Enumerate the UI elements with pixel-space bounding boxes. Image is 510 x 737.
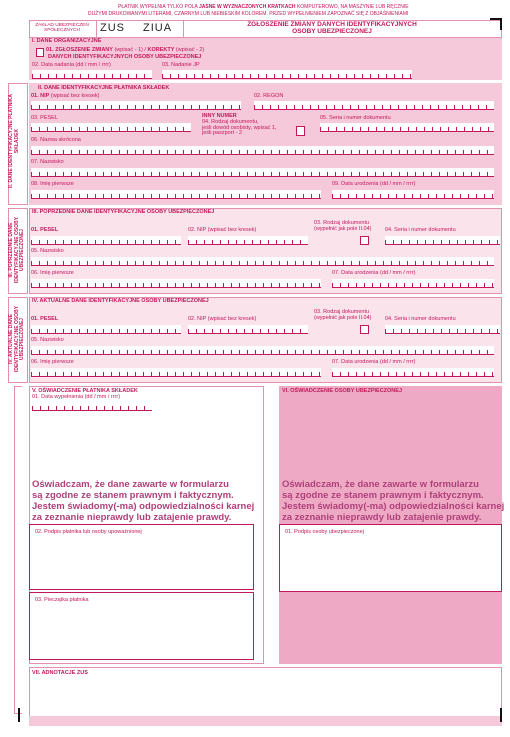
section-7-title: VII. ADNOTACJE ZUS <box>32 670 88 676</box>
institution-name <box>31 23 93 33</box>
option-checkbox[interactable] <box>36 48 44 57</box>
section-3-title: III. POPRZEDNIE DANE IDENTYFIKACYJNE OSOBY UBEZPIECZONEJ <box>32 209 215 215</box>
section-6-title: VI. OŚWIADCZENIE OSOBY UBEZPIECZONEJ <box>282 388 402 394</box>
curr-pesel-field[interactable] <box>31 325 181 334</box>
form-code-divider-2 <box>183 20 184 38</box>
section-4-birthdate-label: 07. Data urodzenia (dd / mm / rrrr) <box>332 359 416 365</box>
section-2-nip-label <box>31 94 99 100</box>
option-a-hint: (wpisać - 1) / <box>114 47 146 53</box>
section-2-nip-hint: (wpisać bez kresek) <box>50 93 100 99</box>
prev-nip-field[interactable] <box>188 236 308 245</box>
section-6-decl-3: Jestem świadomy(-ma) odpowiedzialności karnej <box>282 500 505 512</box>
curr-surname-field[interactable] <box>31 346 494 355</box>
section-1-field-02-label: 02. Data nadania (dd / mm / rrrr) <box>32 62 111 68</box>
form-code-divider <box>96 20 97 38</box>
section-6-declaration <box>282 480 504 524</box>
section-5-decl-1: Oświadczam, że dane zawarte w formularzu <box>32 479 229 490</box>
section-5-decl-2: są zgodne ze stanem prawnym i faktycznym. <box>32 489 234 501</box>
other-id-hint-1: jeśli dowód osobisty, wpisać 1, <box>202 124 277 131</box>
payer-doc-number-field[interactable] <box>320 123 494 132</box>
section-1-field-03-label: 03. Nadanie JP <box>162 62 200 68</box>
section-3-doctype-text: 03. Rodzaj dokumentu <box>314 220 370 226</box>
section-3-doctype-label <box>314 221 371 233</box>
section-3-pesel-label: 01. PESEL <box>31 227 59 233</box>
option-a-label-2: KOREKTY <box>147 47 175 53</box>
form-title-line-1: ZGŁOSZENIE ZMIANY DANYCH IDENTYFIKACYJNYCH <box>247 21 417 28</box>
section-2-firstname-label: 08. Imię pierwsze <box>31 181 74 187</box>
other-id-title: INNY NUMER <box>202 113 237 119</box>
prev-firstname-field[interactable] <box>31 279 321 288</box>
option-a-num: 01. <box>46 47 54 53</box>
other-id-04: 04. Rodzaj dokumentu, <box>202 118 259 125</box>
section-2-pesel-label: 03. PESEL <box>31 115 58 121</box>
section-2-regon-label: 02. REGON <box>254 93 284 99</box>
nadanie-date-field[interactable] <box>32 70 152 79</box>
section-5-decl-4: za zeznanie nieprawdy lub zatajenie prawdy. <box>32 511 232 523</box>
section-4-surname-label: 05. Nazwisko <box>31 337 64 343</box>
section-4-firstname-label: 06. Imię pierwsze <box>31 359 74 365</box>
section-5-declaration <box>32 480 254 524</box>
curr-docnum-field[interactable] <box>385 325 500 334</box>
prev-pesel-field[interactable] <box>31 236 181 245</box>
option-a-label: ZGŁOSZENIE ZMIANY <box>55 47 113 53</box>
bottom-pink-bar <box>29 716 502 726</box>
corner-mark-bottom-left-v <box>18 708 20 722</box>
section-3-surname-label: 05. Nazwisko <box>31 248 64 254</box>
section-4-doctype-text: 03. Rodzaj dokumentu <box>314 309 370 315</box>
section-2-title: II. DANE IDENTYFIKACYJNE PŁATNIKA SKŁADEK <box>38 85 170 91</box>
doc-type-box[interactable] <box>296 126 305 136</box>
section-3-docnum-label: 04. Seria i numer dokumentu <box>385 227 456 233</box>
section-2-birthdate-label: 09. Data urodzenia (dd / mm / rrrr) <box>332 181 416 187</box>
other-id-block <box>202 114 277 137</box>
instructions-line-1-b: JASNE W WYZNACZONYCH KRATKACH <box>198 4 296 10</box>
form-code-zus: ZUS <box>100 22 125 34</box>
section-4-nip-text: 02. NIP <box>188 316 207 322</box>
form-title-line-2: OSOBY UBEZPIECZONEJ <box>292 27 372 35</box>
insured-signature-label: 01. Podpis osoby ubezpieczonej <box>285 529 364 535</box>
section-1-option-b: DANYCH IDENTYFIKACYJNYCH OSOBY UBEZPIECZONEJ <box>48 54 202 60</box>
instructions-line-1-a: PŁATNIK WYPEŁNIA TYLKO POLA <box>118 4 198 10</box>
corner-mark-top-right-h <box>490 18 502 20</box>
instructions-line-1 <box>118 5 409 10</box>
institution-line-1: ZAKŁAD UBEZPIECZEŃ <box>35 23 89 28</box>
section-4-nip-label <box>188 317 256 323</box>
other-id-hint-2: jeśli paszport - 2 <box>202 130 243 137</box>
section-3-nip-hint: (wpisać bez kresek) <box>207 227 257 233</box>
left-bracket <box>14 386 15 714</box>
section-6-decl-2: są zgodne ze stanem prawnym i faktycznym. <box>282 489 484 501</box>
section-5-title: V. OŚWIADCZENIE PŁATNIKA SKŁADEK <box>32 388 138 394</box>
section-4-docnum-label: 04. Seria i numer dokumentu <box>385 316 456 322</box>
section-6-decl-4: za zeznanie nieprawdy lub zatajenie prawdy. <box>282 511 482 523</box>
payer-nip-field[interactable] <box>31 101 241 110</box>
section-4-nip-hint: (wpisać bez kresek) <box>207 316 257 322</box>
section-2-side-label: II. DANE IDENTYFIKACYJNE PŁATNIKA SKŁADEK <box>8 93 20 189</box>
institution-line-2: SPOŁECZNYCH <box>44 28 80 34</box>
section-7 <box>29 667 502 717</box>
section-2-short-name-label: 06. Nazwa skrócona <box>31 137 81 143</box>
section-2-nip-text: 01. NIP <box>31 93 50 99</box>
curr-birthdate-field[interactable] <box>332 368 494 377</box>
curr-doctype-box[interactable] <box>360 325 369 334</box>
prev-docnum-field[interactable] <box>385 236 500 245</box>
option-a-hint-2: (wpisać - 2) <box>175 47 205 53</box>
section-3-side-label: III. POPRZEDNIE DANE IDENTYFIKACYJNE OSOBY UBEZPIECZONEJ <box>8 216 25 284</box>
curr-firstname-field[interactable] <box>31 368 321 377</box>
section-6-decl-1: Oświadczam, że dane zawarte w formularzu <box>282 479 479 490</box>
section-5-decl-3: Jestem świadomy(-ma) odpowiedzialności karnej <box>32 500 255 512</box>
payer-stamp-label: 03. Pieczątka płatnika <box>35 597 89 603</box>
curr-nip-field[interactable] <box>188 325 308 334</box>
payer-pesel-field[interactable] <box>31 123 191 132</box>
prev-birthdate-field[interactable] <box>332 279 494 288</box>
payer-signature-label: 02. Podpis płatnika lub osoby upoważnionej <box>35 529 142 535</box>
section-1-title: I. DANE ORGANIZACYJNE <box>32 38 102 44</box>
prev-doctype-box[interactable] <box>360 236 369 245</box>
instructions-line-1-c: KOMPUTEROWO, NA MASZYNIE LUB RĘCZNIE <box>296 4 409 10</box>
prev-surname-field[interactable] <box>31 257 494 266</box>
form-title <box>222 22 442 36</box>
payer-firstname-field[interactable] <box>31 190 321 199</box>
section-4-side-label: IV. AKTUALNE DANE IDENTYFIKACYJNE OSOBY UBEZPIECZONEJ <box>8 305 25 373</box>
section-3-nip-label <box>188 228 256 234</box>
section-3-birthdate-label: 07. Data urodzenia (dd / mm / rrrr) <box>332 270 416 276</box>
section-3-firstname-label: 06. Imię pierwsze <box>31 270 74 276</box>
section-3-doctype-hint: (wypełnić jak pole II.04) <box>314 225 372 232</box>
section-1-option-a <box>46 48 204 54</box>
section-3-nip-text: 02. NIP <box>188 227 207 233</box>
corner-mark-bottom-right-v <box>500 708 502 722</box>
form-code-ziua: ZIUA <box>143 22 173 34</box>
section-2-surname-label: 07. Nazwisko <box>31 159 64 165</box>
section-2-doc-label: 05. Seria i numer dokumentu <box>320 115 391 121</box>
section-4-pesel-label: 01. PESEL <box>31 316 59 322</box>
section-5-date-label: 01. Data wypełnienia (dd / mm / rrrr) <box>32 394 121 400</box>
payer-surname-field[interactable] <box>31 168 494 177</box>
left-bracket-top <box>14 386 22 387</box>
payer-regon-field[interactable] <box>254 101 494 110</box>
fill-date-field[interactable] <box>32 402 152 411</box>
section-4-title: IV. AKTUALNE DANE IDENTYFIKACYJNE OSOBY UBEZPIECZONEJ <box>32 298 209 304</box>
instructions-line-2: DUŻYMI DRUKOWANYMI LITERAMI, CZARNYM LUB NIEBIESKIM KOLOREM. PRZED WYPEŁNIENIEM ZAPOZNAĆ SIĘ Z OBJAŚNIENIAMI <box>88 11 409 17</box>
payer-short-name-field[interactable] <box>31 146 494 155</box>
section-4-doctype-label <box>314 310 371 322</box>
section-4-doctype-hint: (wypełnić jak pole II.04) <box>314 314 372 321</box>
nadanie-jp-field[interactable] <box>162 70 412 79</box>
payer-birthdate-field[interactable] <box>332 190 494 199</box>
